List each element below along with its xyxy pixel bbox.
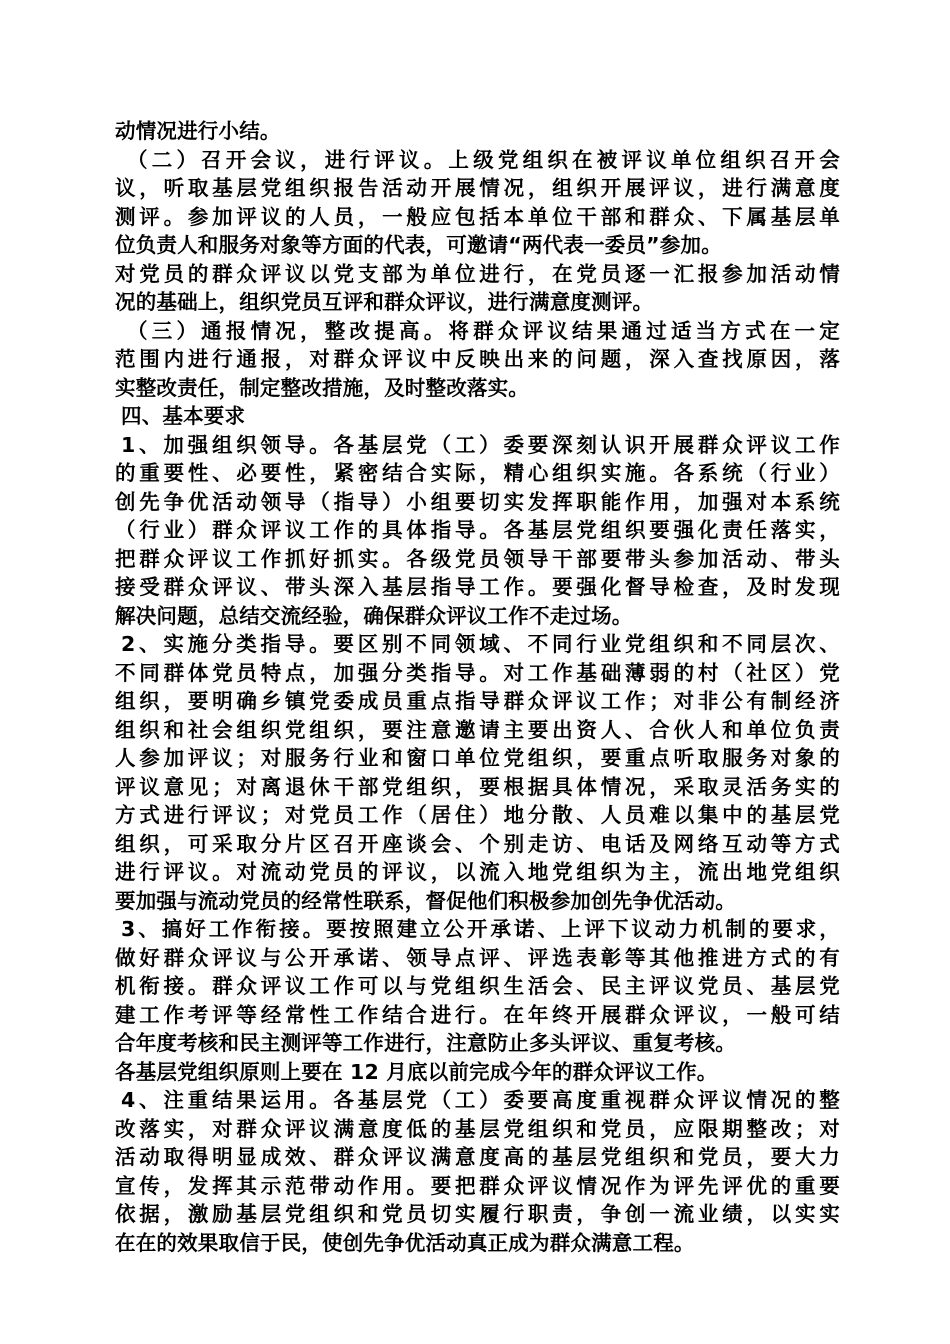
text-line: 做好群众评议与公开承诺、领导点评、评选表彰等其他推进方式的有 (115, 945, 840, 970)
text-line: 宣传，发挥其示范带动作用。要把群众评议情况作为评先评优的重要 (115, 1173, 840, 1198)
text-line: （行业）群众评议工作的具体指导。各基层党组织要强化责任落实， (115, 518, 840, 542)
text-line: 各基层党组织原则上要在 12 月底以前完成今年的群众评议工作。 (115, 1059, 718, 1084)
text-line: 接受群众评议、带头深入基层指导工作。要强化督导检查，及时发现 (115, 575, 840, 599)
text-line: 3、搞好工作衔接。要按照建立公开承诺、上评下议动力机制的要求， (121, 917, 840, 941)
text-line: 要加强与流动党员的经常性联系，督促他们积极参加创先争优活动。 (115, 888, 736, 913)
text-line: 机衔接。群众评议工作可以与党组织生活会、民主评议党员、基层党 (115, 974, 840, 998)
text-line: 1、加强组织领导。各基层党（工）委要深刻认识开展群众评议工作 (121, 432, 840, 457)
text-line: 评议意见；对离退休干部党组织，要根据具体情况，采取灵活务实的 (115, 774, 840, 799)
text-line: （三）通报情况，整改提高。将群众评议结果通过适当方式在一定 (127, 318, 840, 343)
text-line: 议，听取基层党组织报告活动开展情况，组织开展评议，进行满意度 (115, 176, 840, 200)
text-line: 组织和社会组织党组织，要注意邀请主要出资人、合伙人和单位负责 (115, 717, 840, 742)
text-line: 实整改责任，制定整改措施，及时整改落实。 (115, 375, 529, 400)
text-line: 2、实施分类指导。要区别不同领域、不同行业党组织和不同层次、 (121, 632, 840, 656)
text-line: 测评。参加评议的人员，一般应包括本单位干部和群众、下属基层单 (115, 204, 840, 229)
text-line: 在在的效果取信于民，使创先争优活动真正成为群众满意工程。 (115, 1230, 695, 1255)
text-line: 把群众评议工作抓好抓实。各级党员领导干部要带头参加活动、带头 (115, 546, 840, 571)
text-line: 动情况进行小结。 (115, 119, 281, 143)
document-body (115, 117, 840, 1257)
text-line: 不同群体党员特点，加强分类指导。对工作基础薄弱的村（社区）党 (115, 660, 840, 685)
text-line: 4、注重结果运用。各基层党（工）委要高度重视群众评议情况的整 (121, 1088, 840, 1112)
text-line: 组织，要明确乡镇党委成员重点指导群众评议工作；对非公有制经济 (115, 689, 840, 713)
text-line: 方式进行评议；对党员工作（居住）地分散、人员难以集中的基层党 (115, 803, 840, 827)
text-line: 对党员的群众评议以党支部为单位进行，在党员逐一汇报参加活动情 (115, 261, 840, 286)
text-line: 人参加评议；对服务行业和窗口单位党组织，要重点听取服务对象的 (115, 746, 840, 770)
text-line: 的重要性、必要性，紧密结合实际，精心组织实施。各系统（行业） (115, 461, 840, 485)
text-line: 组织，可采取分片区召开座谈会、个别走访、电话及网络互动等方式 (115, 831, 840, 856)
text-line: （二）召开会议，进行评议。上级党组织在被评议单位组织召开会 (127, 147, 840, 172)
text-line: 合年度考核和民主测评等工作进行，注意防止多头评议、重复考核。 (115, 1031, 736, 1055)
text-line: 四、基本要求 (121, 404, 246, 428)
text-line: 况的基础上，组织党员互评和群众评议，进行满意度测评。 (115, 290, 654, 314)
text-line: 活动取得明显成效、群众评议满意度高的基层党组织和党员，要大力 (115, 1145, 840, 1169)
text-line: 依据，激励基层党组织和党员切实履行职责，争创一流业绩，以实实 (115, 1202, 840, 1226)
text-line: 进行评议。对流动党员的评议，以流入地党组织为主，流出地党组织 (115, 860, 840, 884)
text-line: 范围内进行通报，对群众评议中反映出来的问题，深入查找原因，落 (115, 347, 840, 371)
text-line: 创先争优活动领导（指导）小组要切实发挥职能作用，加强对本系统 (115, 489, 840, 514)
text-line: 建工作考评等经常性工作结合进行。在年终开展群众评议，一般可结 (115, 1002, 840, 1027)
text-line: 改落实，对群众评议满意度低的基层党组织和党员，应限期整改；对 (115, 1116, 840, 1141)
text-line: 解决问题，总结交流经验，确保群众评议工作不走过场。 (115, 603, 633, 628)
text-line: 位负责人和服务对象等方面的代表，可邀请“两代表一委员”参加。 (115, 233, 722, 257)
